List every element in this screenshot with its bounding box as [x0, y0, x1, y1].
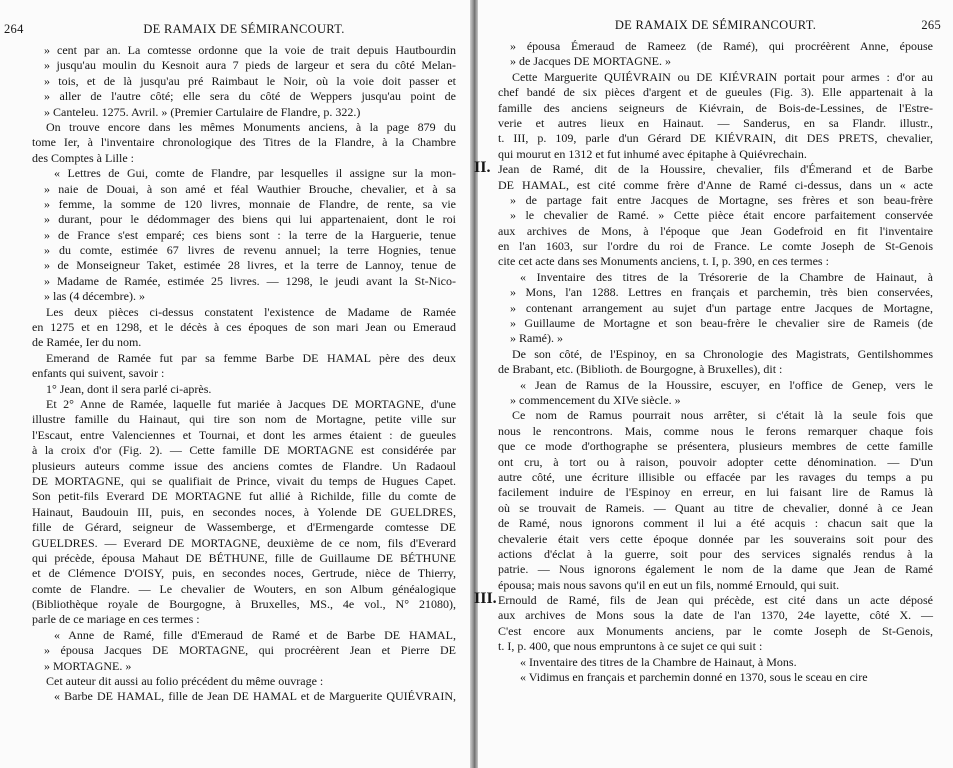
text-line: autre côté, une écriture illisible ou effacée par les ravages du temps a pu	[498, 469, 933, 484]
text-line: famille des anciens seigneurs de Kiévrain, de Bois-de-Lessines, de l'Estre-	[498, 100, 933, 115]
text-line: » Madame de Ramée, estimée 25 livres. — 1298, le jeudi avant la St-Nico-	[44, 273, 456, 288]
right-page	[474, 0, 953, 768]
text-line: l'Escaut, entre Valenciennes et Tournai, et dont les armes étaient : de gueules	[32, 427, 456, 442]
text-line: De son côté, de l'Espinoy, en sa Chronologie des Magistrats, Gentilshommes	[512, 346, 933, 361]
text-line: » de France s'est emparé; ces biens sont : la terre de la Harguerie, tenue	[44, 227, 456, 242]
section-marker-iii: III.	[474, 590, 497, 608]
left-running-head	[4, 22, 456, 40]
text-line: » de Monseigneur Taket, estimée 28 livres, et la terre de Lannoy, tenue de	[44, 258, 456, 273]
text-line: actions d'éclat à la guerre, soit pour des services signalés rendus à la	[498, 546, 933, 561]
text-line: Son petit-fils Everard DE MORTAGNE fut allié à Richilde, fille du comte de	[32, 489, 456, 504]
text-line: » de partage fait entre Jacques de Mortagne, ses frères et son beau-frère	[510, 192, 933, 207]
text-line: en 1275 et en 1298, et le décès à ces époques de son mari Jean ou Emeraud	[32, 320, 456, 335]
text-line: de Ramé, nous ignorons comment il lui a été acquis : chacun sait que la	[498, 516, 933, 531]
left-page-number: 264	[4, 22, 24, 36]
text-line	[474, 590, 933, 608]
text-line: (Bibliothèque royale de Bourgogne, à Bruxelles, MS., 4e vol., N° 21080),	[32, 597, 456, 612]
text-line	[474, 159, 933, 177]
text-line: cite cet acte dans ses Monuments anciens, t. I, p. 390, en ces termes :	[498, 254, 829, 269]
text-line: Cet auteur dit aussi au folio précédent du même ouvrage :	[46, 674, 324, 689]
text-line: » commencement du XIVe siècle. »	[510, 392, 681, 407]
text-line: » cent par an. La comtesse ordonne que la voie de trait depuis Hautbourdin	[44, 43, 456, 57]
right-running-title: DE RAMAIX DE SÉMIRANCOURT.	[614, 18, 817, 32]
text-line: GUELDRES. — Everard DE MORTAGNE, deuxième de ce nom, fils d'Everard	[32, 535, 456, 550]
text-line: en l'an 1603, sur l'ordre du roi de France. Le comte Joseph de St-Genois	[498, 239, 933, 254]
text-line: de Brabant, etc. (Biblioth. de Bourgogne, à Bruxelles), dit :	[498, 362, 783, 377]
text-line: plusieurs auteurs comme issue des anciens comtes de Flandre. Un Radaoul	[32, 458, 456, 473]
text-line: « Barbe DE HAMAL, fille de Jean DE HAMAL et de Marguerite QUIÉVRAIN,	[54, 689, 456, 704]
text-line: » femme, la somme de 120 livres, monnaie de Flandre, de rente, sa vie	[44, 196, 456, 211]
text-line: verie et autres lieux en Hainaut. — Sanderus, en sa Flandr. illustr.,	[498, 115, 933, 130]
text-line: « Anne de Ramé, fille d'Emeraud de Ramé et de Barbe DE HAMAL,	[54, 627, 456, 642]
text-line: des Comptes à Lille :	[32, 150, 134, 165]
text-line: chef bandé de six pièces d'argent et de gueules (Fig. 3). Elle appartenait à la	[498, 85, 933, 100]
right-running-head	[498, 18, 941, 36]
text-line: « Jean de Ramus de la Houssire, escuyer, en l'office de Genep, vers le	[520, 377, 933, 392]
text-line: » de Jacques DE MORTAGNE. »	[510, 54, 671, 69]
text-line: » Mons, l'an 1288. Lettres en français et parchemin, très bien conservées,	[510, 285, 933, 300]
text-line: que ce mode d'orthographe se présentera, plusieurs membres de cette famille	[498, 439, 933, 454]
text-line: Cette Marguerite QUIÉVRAIN ou DE KIÉVRAIN portait pour armes : d'or au	[512, 69, 933, 84]
left-page	[0, 0, 470, 768]
text-line: épousa; mais nous savons qu'il en eut un fils, nommé Ernould, qui suit.	[498, 577, 840, 592]
text-line: parle de ce mariage en ces termes :	[32, 612, 200, 627]
text-line: Hainaut, Baudouin III, puis, en secondes noces, à Yolende DE GUELDRES,	[32, 504, 456, 519]
text-line: chevalerie était vers cette époque donnée par les souverains soit pour des	[498, 531, 933, 546]
text-line: Et 2° Anne de Ramée, laquelle fut mariée à Jacques DE MORTAGNE, d'une	[46, 396, 456, 411]
text-line: » épousa Jacques DE MORTAGNE, qui procréèrent Jean et Pierre DE	[44, 643, 456, 658]
text-line: tome Ier, à l'inventaire chronologique des Titres de la Flandre, à la Chambre	[32, 135, 456, 150]
left-running-title: DE RAMAIX DE SÉMIRANCOURT.	[143, 22, 345, 36]
text-line: » le chevalier de Ramé. » Cette pièce était encore parfaitement conservée	[510, 208, 933, 223]
text-line: » MORTAGNE. »	[44, 658, 132, 673]
section-marker-ii: II.	[474, 159, 491, 177]
text-line: » Ramé). »	[510, 331, 563, 346]
text-line: » épousa Émeraud de Rameez (de Ramé), qui procréèrent Anne, épouse	[510, 39, 933, 53]
text-line: aux archives de Mons, à l'époque que Jean Godefroid en fit l'inventaire	[498, 223, 933, 238]
text-line: nous le rencontrons. Mais, comme nous le ferons remarquer chaque fois	[498, 423, 933, 438]
text-line: fille de Gérard, seigneur de Wassemberge, et d'Ermengarde comtesse DE	[32, 520, 456, 535]
text-line: On trouve encore dans les mêmes Monuments anciens, à la page 879 du	[46, 119, 456, 134]
text-line: facilement induire de l'Espinoy en erreur, en lui faisant lire de Ramus là	[498, 485, 933, 500]
text-line-content: Ernould de Ramé, fils de Jean qui précède, est cité dans un acte déposé	[498, 593, 933, 608]
text-line: t. III, p. 109, parle d'un Gérard DE KIÉVRAIN, dit DES PRETS, chevalier,	[498, 131, 933, 146]
text-line: « Lettres de Gui, comte de Flandre, par lesquelles il assigne sur la mon-	[54, 166, 456, 181]
text-line: Emerand de Ramée fut par sa femme Barbe DE HAMAL père des deux	[46, 350, 456, 365]
text-line: t. I, p. 400, que nous empruntons à ce sujet ce qui suit :	[498, 639, 763, 654]
text-line: aux archives de Mons sous la date de l'an 1370, 24e layette, côté X. —	[498, 608, 933, 623]
text-line: et de Clémence D'OISY, puis, en secondes noces, Gertrude, nièce de Thierry,	[32, 566, 456, 581]
text-line: DE MORTAGNE, qui se qualifiait de Prince, vivait du temps de Hugues Capet.	[32, 473, 456, 488]
text-line: « Inventaire des titres de la Trésorerie de la Chambre de Hainaut, à	[520, 269, 933, 284]
text-line: « Vidimus en français et parchemin donné en 1370, sous le sceau en cire	[520, 670, 868, 685]
text-line: » tois, et de là jusqu'au pré Raimbaut le Noir, où la voie doit passer et	[44, 73, 456, 88]
text-line: de Ramée, Ier du nom.	[32, 335, 142, 350]
text-line: Les deux pièces ci-dessus constatent l'existence de Madame de Ramée	[46, 304, 456, 319]
text-line: » las (4 décembre). »	[44, 289, 145, 304]
text-line-content: Jean de Ramé, dit de la Houssire, chevalier, fils d'Émerand et de Barbe	[498, 162, 933, 177]
text-line: 1° Jean, dont il sera parlé ci-après.	[46, 381, 212, 396]
text-line: » jusqu'au moulin du Kesnoit aura 7 pieds de largeur et sera du côté Melan-	[44, 58, 456, 73]
text-line: « Inventaire des titres de la Chambre de Hainaut, à Mons.	[520, 654, 797, 669]
text-line: » du comte, estimée 67 livres de revenu annuel; la terre Hognies, tenue	[44, 243, 456, 258]
text-line: » naie de Douai, à son amé et féal Wauthier Brouche, chevalier, et à sa	[44, 181, 456, 196]
right-page-number: 265	[921, 18, 941, 32]
text-line: » aller de l'autre côté; elle sera du côté de Weppers jusqu'au point de	[44, 89, 456, 104]
text-line: qui précède, épousa Mahaut DE BÉTHUNE, fille de Guillaume DE BÉTHUNE	[32, 550, 456, 565]
text-line: » durant, pour le dédommager des biens qui lui appartenaient, dont le roi	[44, 212, 456, 227]
text-line: » Canteleu. 1275. Avril. » (Premier Cartulaire de Flandre, p. 322.)	[44, 104, 361, 119]
text-line: » contenant arrangement au sujet d'un partage entre Jacques de Mortagne,	[510, 300, 933, 315]
text-line: patrie. — Nous ignorons également le nom de la dame que Jean de Ramé	[498, 562, 933, 577]
text-line: Ce nom de Ramus pourrait nous arrêter, si c'était là la seule fois que	[512, 408, 933, 423]
text-line: comte de Flandre. — Le chevalier de Wouters, en son Album généalogique	[32, 581, 456, 596]
text-line: DE HAMAL, est cité comme frère d'Anne de Ramé ci-dessus, dans un « acte	[498, 177, 933, 192]
text-line: où se trouvait de Rameis. — Quant au titre de chevalier, donné à ce Jean	[498, 500, 933, 515]
text-line: C'est encore aux Monuments anciens, par le comte Joseph de St-Genois,	[498, 623, 933, 638]
text-line: ont cru, à tort ou à raison, pouvoir adopter cette dénomination. — D'un	[498, 454, 933, 469]
book-gutter	[470, 0, 478, 768]
text-line: qui mourut en 1312 et fut inhumé avec épitaphe à Quiévrechain.	[498, 146, 807, 161]
text-line: à la croix d'or (Fig. 2). — Cette famille DE MORTAGNE est considérée par	[32, 443, 456, 458]
text-line: illustre famille du Hainaut, qui tire son nom de Mortagne, petite ville sur	[32, 412, 456, 427]
text-line: » Guillaume de Mortagne et son beau-frère le chevalier sire de Rameis (de	[510, 316, 933, 331]
text-line: enfants qui suivent, savoir :	[32, 366, 165, 381]
